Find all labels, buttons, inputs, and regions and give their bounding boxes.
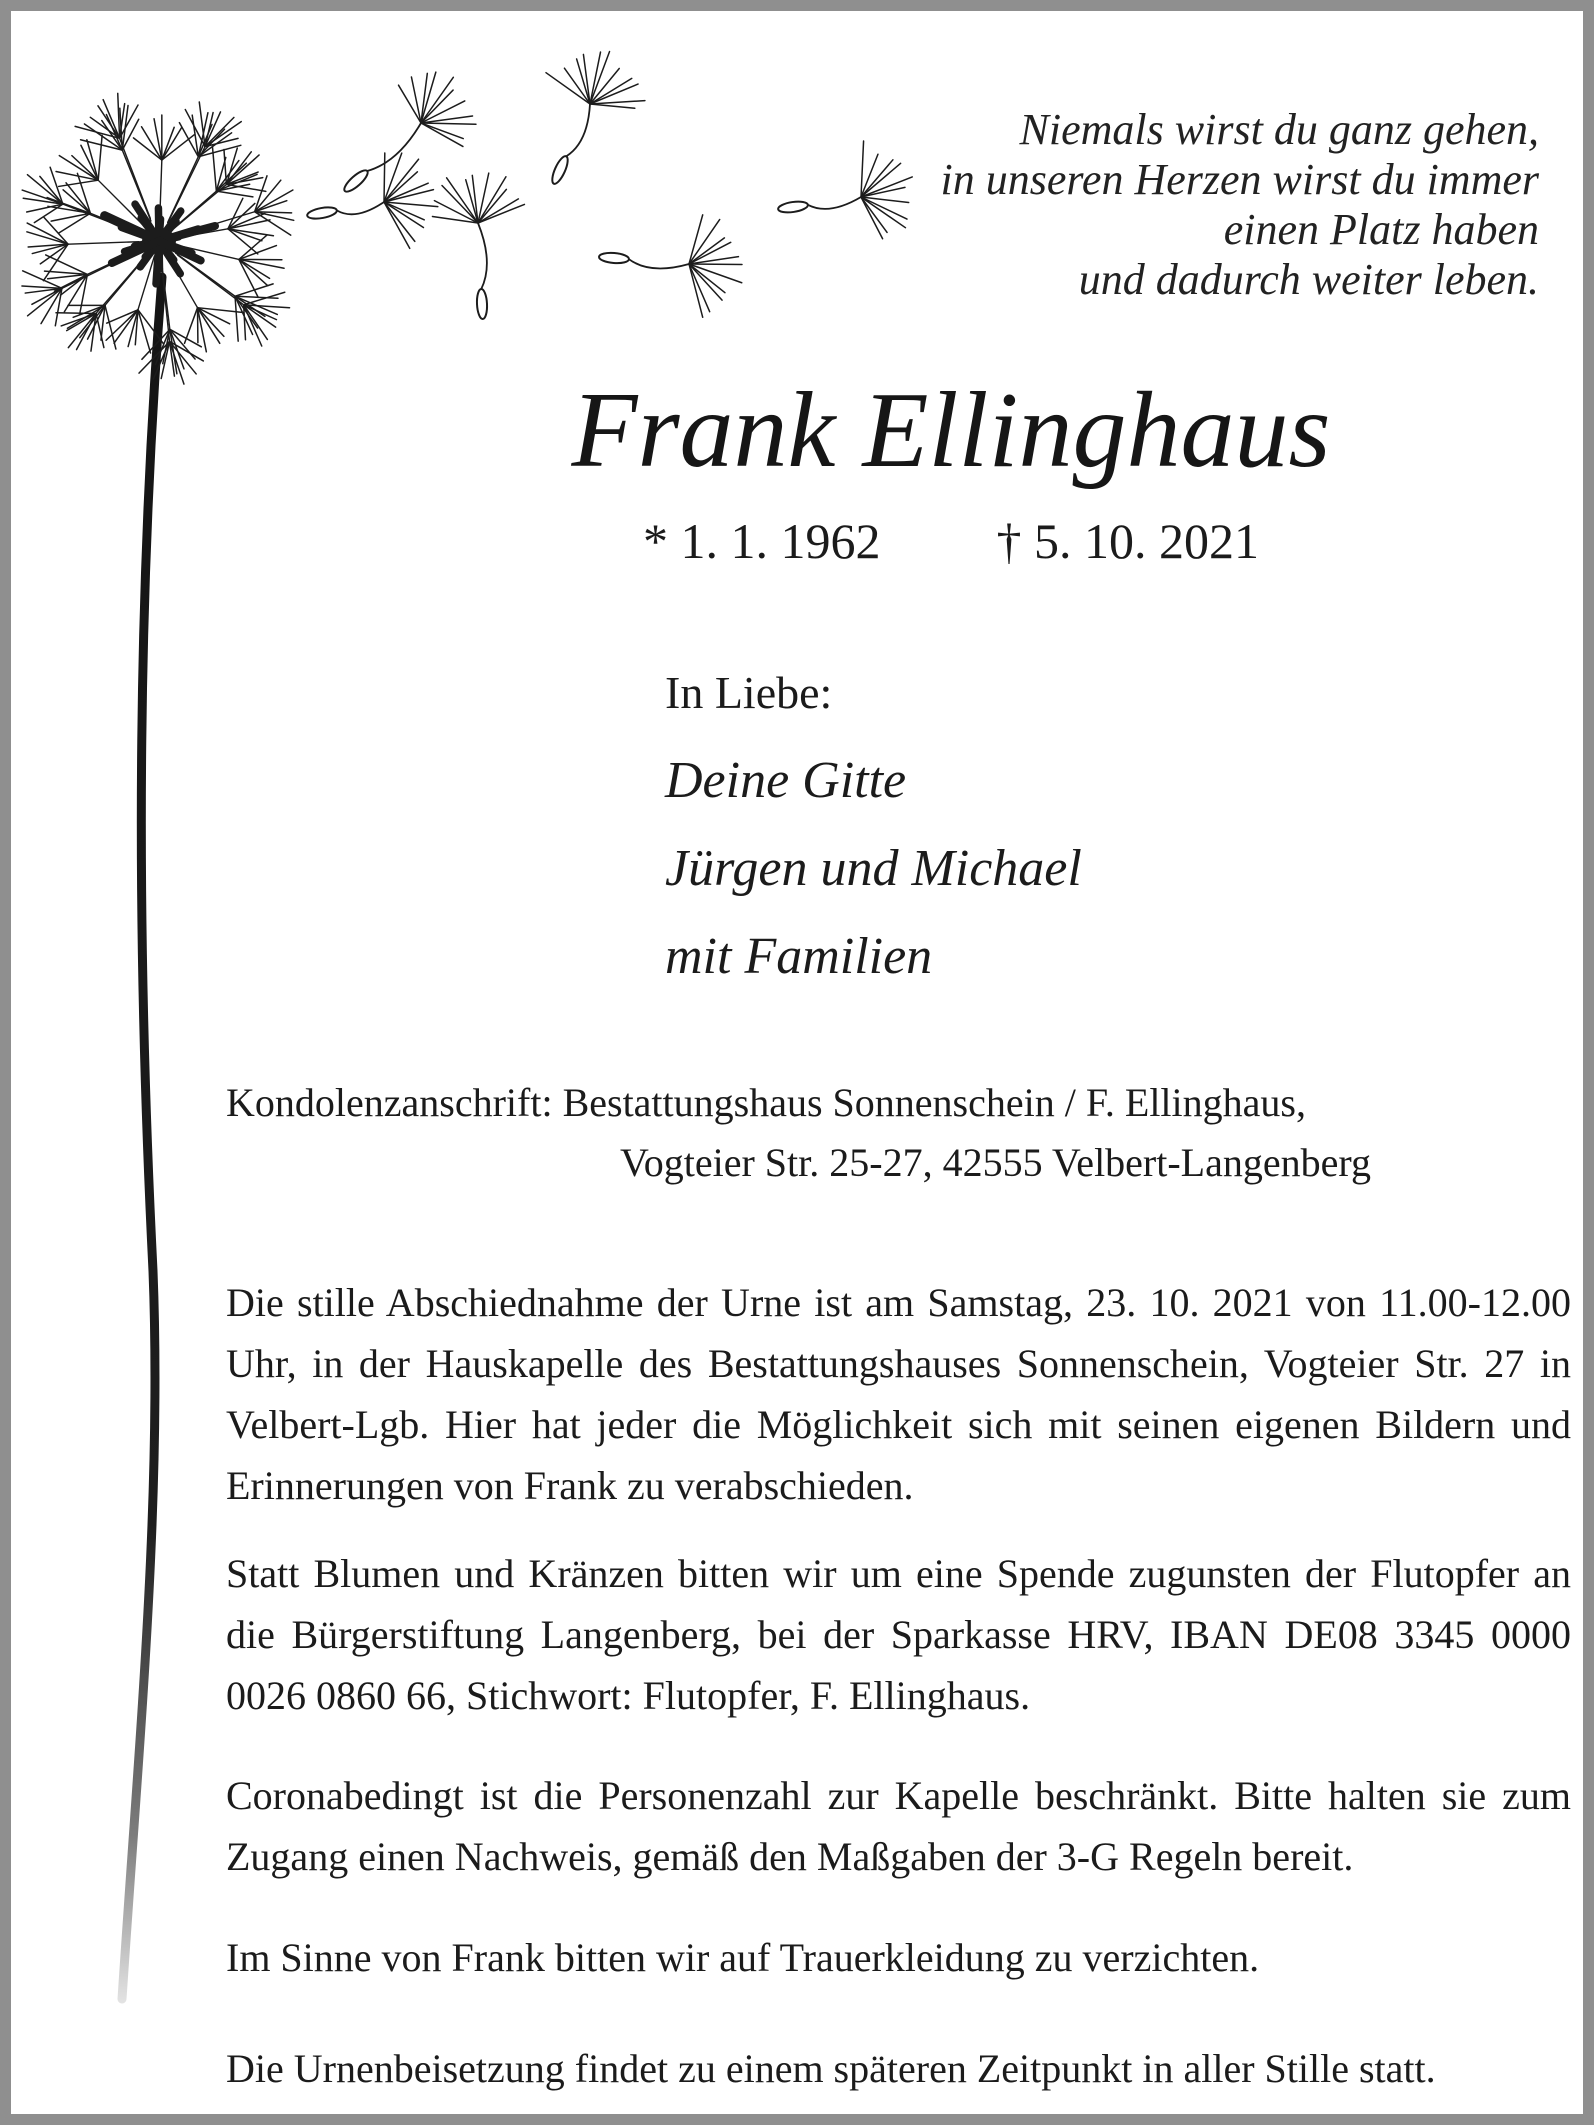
corona-notice-paragraph: Coronabedingt ist die Personenzahl zur Kapelle beschränkt. Bitte halten sie zum Zugang einen Nachweis, gemäß den Maßgaben der 3-G Regeln bereit. — [226, 1773, 1571, 1879]
poem-line: in unseren Herzen wirst du immer — [940, 155, 1539, 204]
condolence-address — [226, 1073, 1371, 1193]
burial-notice-line: Die Urnenbeisetzung findet zu einem späteren Zeitpunkt in aller Stille statt. — [226, 2046, 1436, 2091]
poem-line: Niemals wirst du ganz gehen, — [1019, 105, 1539, 154]
donation-paragraph: Statt Blumen und Kränzen bitten wir um eine Spende zugunsten der Flutopfer an die Bürgerstiftung Langenberg, bei der Sparkasse HRV, IBAN DE08 3345 0000 0026 0860 66, Stichwort: Flutopfer, F. Ellinghaus. — [226, 1551, 1571, 1718]
mourners-block — [665, 649, 1082, 1001]
poem-line: einen Platz haben — [1223, 205, 1539, 254]
mourner-line: Jürgen und Michael — [665, 840, 1082, 897]
clothing-notice-line: Im Sinne von Frank bitten wir auf Trauerkleidung zu verzichten. — [226, 1935, 1260, 1980]
condolence-address-line: Kondolenzanschrift: Bestattungshaus Sonnenschein / F. Ellinghaus, — [226, 1080, 1306, 1125]
condolence-address-line: Vogteier Str. 25-27, 42555 Velbert-Langenberg — [620, 1140, 1371, 1185]
farewell-paragraph: Die stille Abschiednahme der Urne ist am Samstag, 23. 10. 2021 von 11.00-12.00 Uhr, in der Hauskapelle des Bestattungshauses Sonnenschein, Vogteier Str. 27 in Velbert-Lgb. Hier hat jeder die Möglichkeit sich mit seinen eigenen Bildern und Erinnerungen von Frank zu verabschieden. — [226, 1280, 1571, 1508]
memorial-poem — [941, 105, 1539, 305]
obituary-text-layer — [11, 11, 1583, 2114]
poem-line: und dadurch weiter leben. — [1078, 255, 1539, 304]
mourners-intro: In Liebe: — [665, 667, 833, 718]
death-date: † 5. 10. 2021 — [996, 513, 1259, 569]
deceased-name: Frank Ellinghaus — [571, 371, 1331, 490]
mourner-line: mit Familien — [665, 928, 933, 985]
mourner-line: Deine Gitte — [665, 752, 907, 809]
life-dates — [341, 513, 1561, 569]
birth-date: * 1. 1. 1962 — [643, 513, 881, 569]
